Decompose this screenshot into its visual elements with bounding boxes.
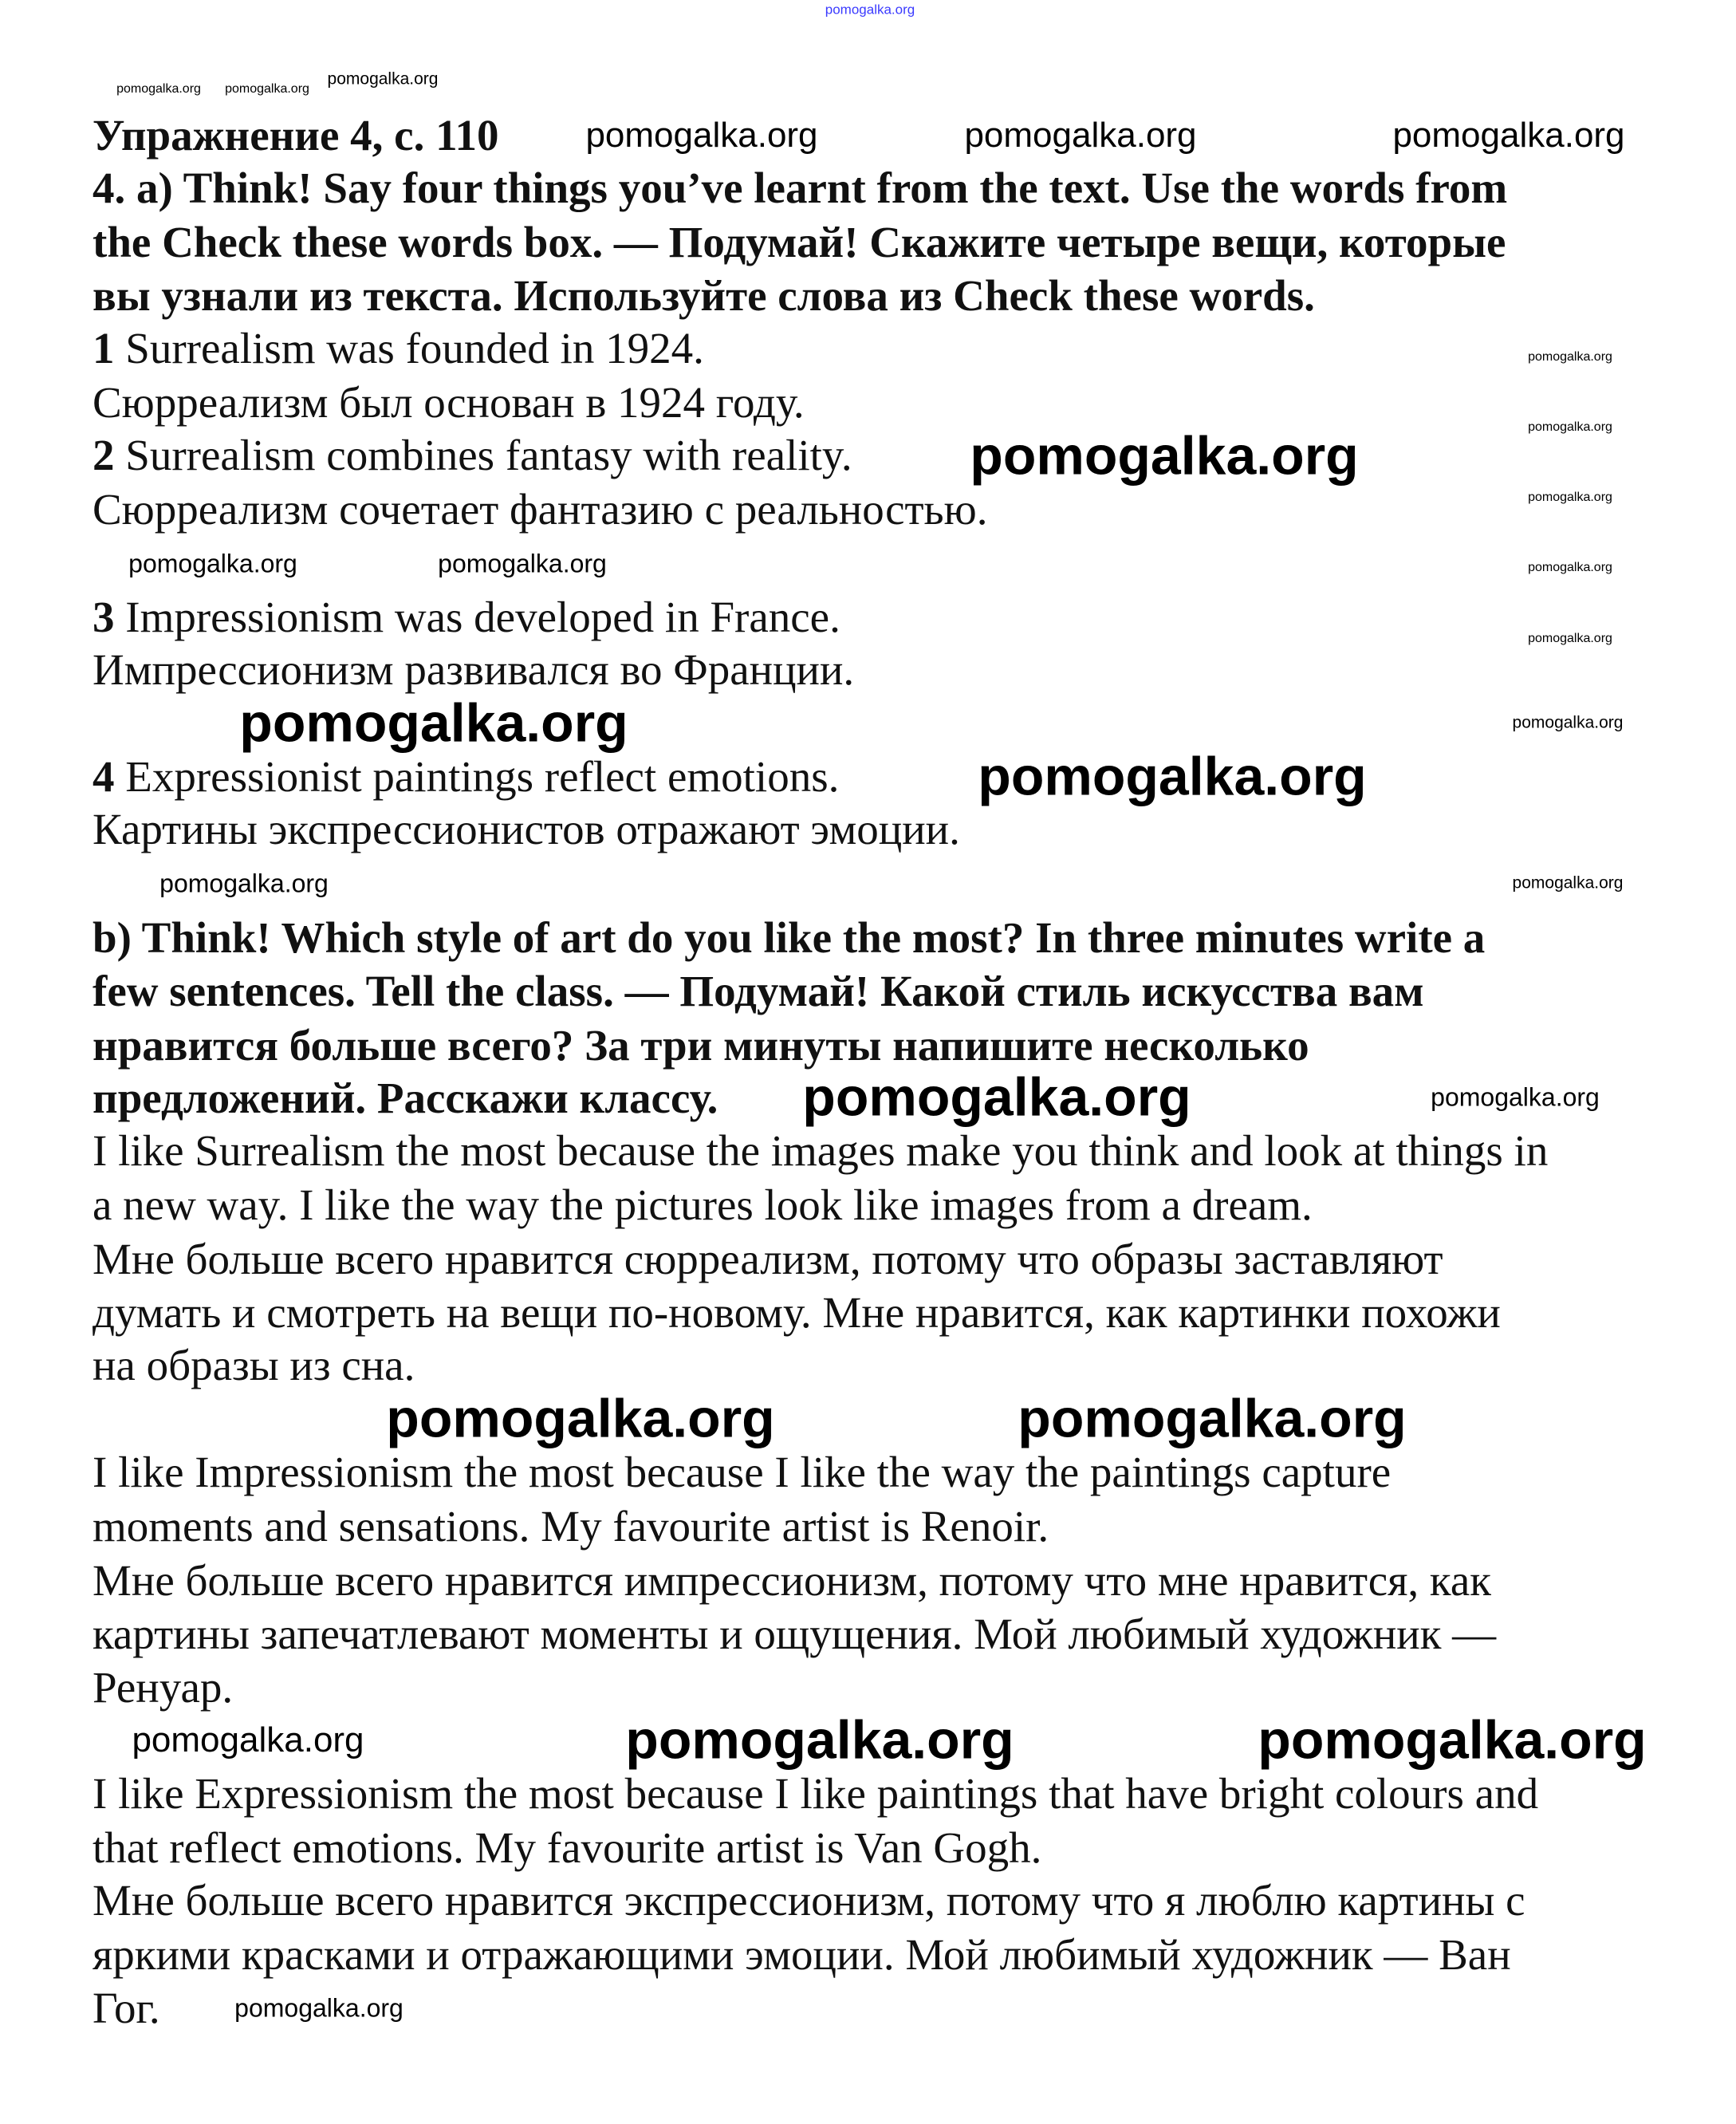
task-b-line: нравится больше всего? За три минуты напишите несколько (93, 1021, 1309, 1070)
answer-b-line: яркими красками и отражающими эмоции. Мой любимый художник — Ван (93, 1930, 1511, 1979)
answer-number: 3 (93, 593, 115, 641)
watermark: pomogalka.org (1528, 631, 1612, 645)
answer-b-line: I like Expressionism the most because I like paintings that have bright colours and (93, 1769, 1539, 1818)
task-b-line: предложений. Расскажи классу. (93, 1074, 718, 1122)
watermark: pomogalka.org (159, 869, 329, 898)
task-b-line: b) Think! Which style of art do you like the most? In three minutes write a (93, 913, 1486, 962)
watermark: pomogalka.org (978, 746, 1367, 807)
watermark: pomogalka.org (225, 81, 309, 96)
answer-b-line: Ренуар. (93, 1663, 234, 1712)
answer-b-line: I like Surrealism the most because the images make you think and look at things in (93, 1126, 1549, 1175)
answer-en (93, 750, 839, 804)
answer-b-line: думать и смотреть на вещи по-новому. Мне нравится, как картинки похожи (93, 1288, 1501, 1337)
task-a-line: вы узнали из текста. Используйте слова из Check these words. (93, 271, 1315, 320)
answer-ru: Картины экспрессионистов отражают эмоции. (93, 805, 960, 853)
watermark: pomogalka.org (1512, 713, 1624, 732)
answer-text: Impressionism was developed in France. (114, 593, 840, 641)
watermark: pomogalka.org (625, 1709, 1014, 1771)
watermark: pomogalka.org (128, 549, 297, 578)
watermark: pomogalka.org (1018, 1388, 1407, 1449)
watermark: pomogalka.org (1392, 116, 1625, 156)
watermark: pomogalka.org (585, 116, 818, 156)
answer-en (93, 590, 840, 644)
answer-b-line: moments and sensations. My favourite artist is Renoir. (93, 1502, 1049, 1551)
answer-b-line: Гог. (93, 1984, 160, 2032)
watermark: pomogalka.org (234, 1993, 403, 2023)
watermark: pomogalka.org (1528, 420, 1612, 434)
watermark: pomogalka.org (802, 1066, 1191, 1128)
heading: Упражнение 4, с. 110 (93, 111, 499, 160)
answer-en (93, 321, 704, 376)
task-a-line: 4. a) Think! Say four things you’ve learnt from the text. Use the words from (93, 164, 1508, 212)
answer-text: Surrealism combines fantasy with reality. (114, 431, 852, 479)
answer-b-line: Мне больше всего нравится экспрессионизм, потому что я люблю картины с (93, 1876, 1525, 1925)
answer-b-line: a new way. I like the way the pictures look like images from a dream. (93, 1180, 1313, 1229)
watermark: pomogalka.org (386, 1388, 775, 1449)
answer-b-line: I like Impressionism the most because I like the way the paintings capture (93, 1448, 1392, 1496)
task-a-line: the Check these words box. — Подумай! Скажите четыре вещи, которые (93, 218, 1506, 266)
watermark: pomogalka.org (132, 1720, 364, 1760)
watermark: pomogalka.org (1512, 873, 1624, 893)
watermark: pomogalka.org (327, 69, 439, 89)
answer-number: 1 (93, 324, 115, 372)
answer-number: 4 (93, 752, 115, 801)
answer-en (93, 428, 852, 483)
answer-text: Surrealism was founded in 1924. (114, 324, 704, 372)
watermark: pomogalka.org (1258, 1709, 1647, 1771)
watermark: pomogalka.org (116, 81, 201, 96)
answer-ru: Импрессионизм развивался во Франции. (93, 645, 855, 694)
watermark: pomogalka.org (1431, 1082, 1600, 1112)
watermark: pomogalka.org (438, 549, 607, 578)
answer-b-line: картины запечатлевают моменты и ощущения. Мой любимый художник — (93, 1610, 1497, 1658)
task-b-line: few sentences. Tell the class. — Подумай! Какой стиль искусства вам (93, 967, 1424, 1015)
answer-ru: Сюрреализм сочетает фантазию с реальностью. (93, 485, 988, 534)
watermark: pomogalka.org (964, 116, 1197, 156)
watermark: pomogalka.org (239, 692, 628, 754)
watermark: pomogalka.org (1528, 490, 1612, 504)
answer-b-line: that reflect emotions. My favourite artist is Van Gogh. (93, 1823, 1042, 1872)
watermark: pomogalka.org (1528, 349, 1612, 364)
watermark: pomogalka.org (970, 425, 1359, 487)
answer-number: 2 (93, 431, 115, 479)
answer-b-line: на образы из сна. (93, 1341, 415, 1389)
answer-b-line: Мне больше всего нравится импрессионизм, потому что мне нравится, как (93, 1556, 1491, 1605)
watermark: pomogalka.org (1528, 560, 1612, 574)
answer-ru: Сюрреализм был основан в 1924 году. (93, 378, 805, 427)
answer-b-line: Мне больше всего нравится сюрреализм, потому что образы заставляют (93, 1235, 1443, 1283)
answer-text: Expressionist paintings reflect emotions. (114, 752, 840, 801)
watermark-link[interactable]: pomogalka.org (825, 2, 915, 18)
